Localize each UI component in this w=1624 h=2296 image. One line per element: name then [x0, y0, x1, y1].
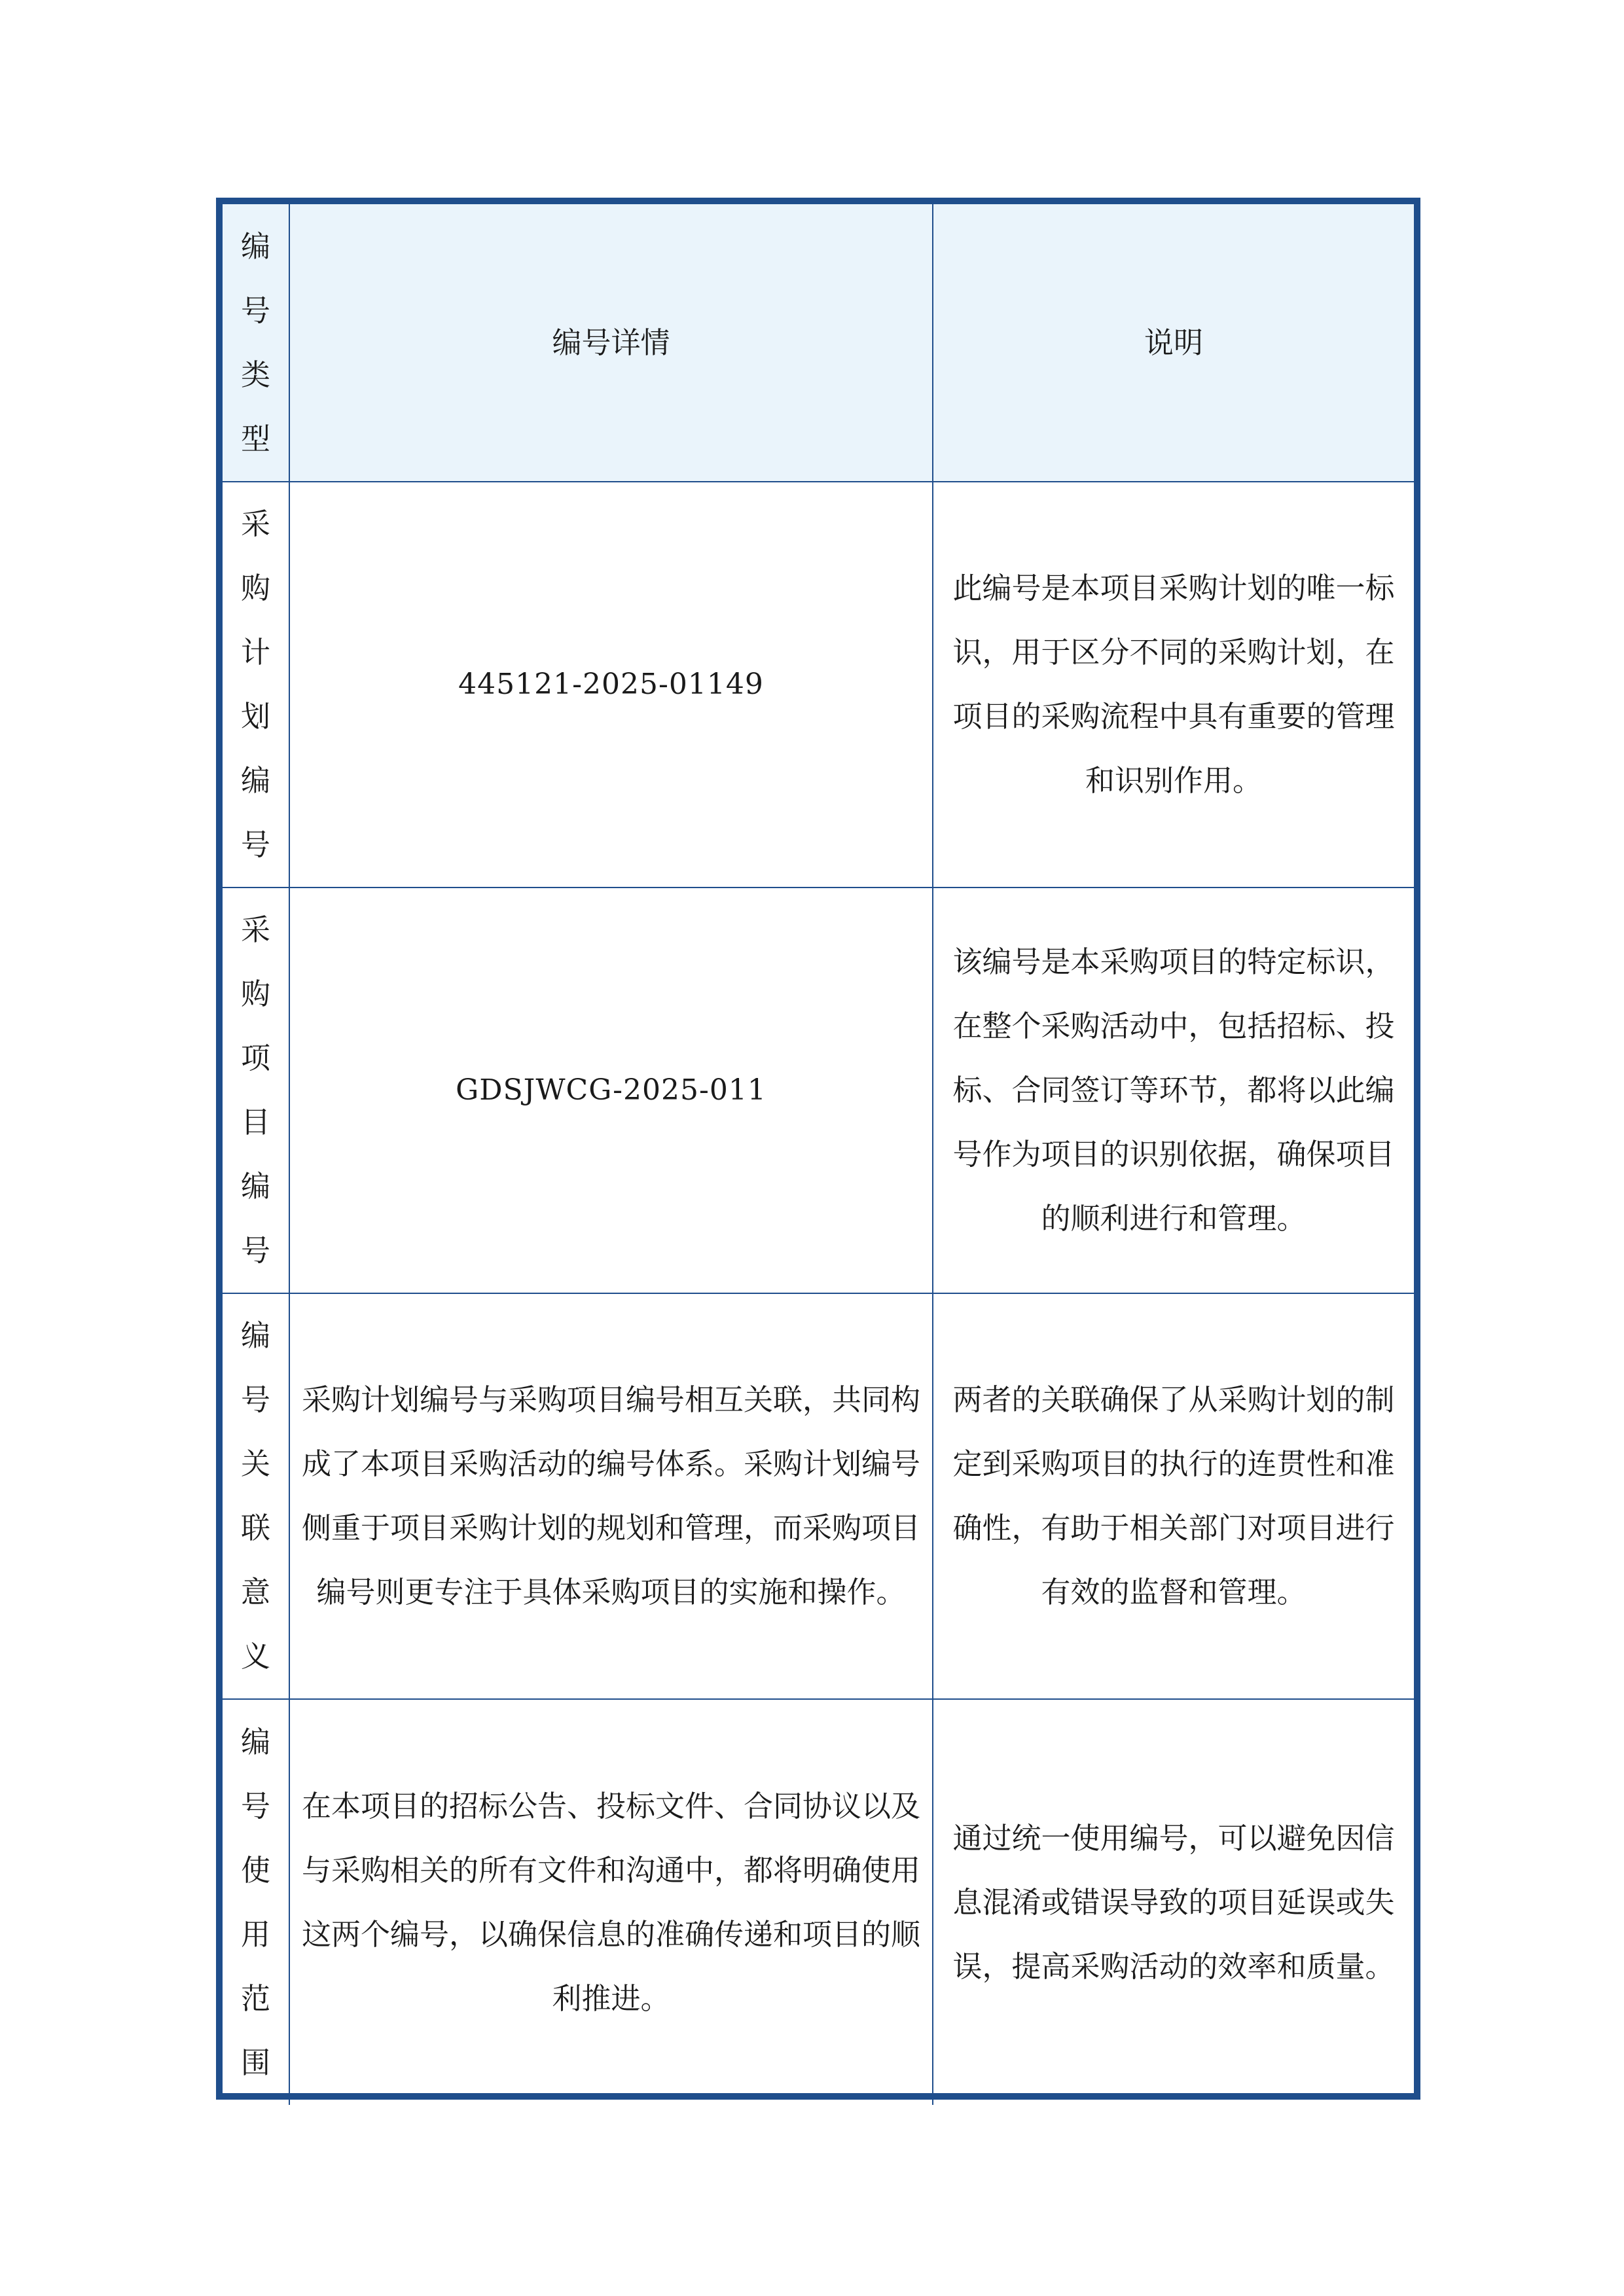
procurement-project-number: GDSJWCG-2025-011 [456, 1073, 767, 1107]
row-detail-text: 在本项目的招标公告、投标文件、合同协议以及与采购相关的所有文件和沟通中，都将明确使用这两个编号，以确保信息的准确传递和项目的顺利推进。 [301, 1788, 920, 2016]
vertical-char: 联 [240, 1511, 270, 1545]
row-description: 两者的关联确保了从采购计划的制定到采购项目的执行的连贯性和准确性，有助于相关部门对项目进行有效的监督和管理。 [952, 1382, 1395, 1609]
row-description: 通过统一使用编号，可以避免因信息混淆或错误导致的项目延误或失误，提高采购活动的效率和质量。 [952, 1820, 1395, 1984]
row-desc-cell [933, 482, 1414, 888]
vertical-char: 号 [240, 1382, 270, 1417]
vertical-char: 编 [240, 763, 270, 798]
vertical-char: 意 [240, 1575, 270, 1609]
vertical-char: 编 [240, 1318, 270, 1353]
row-detail-cell [289, 482, 933, 888]
vertical-char: 编 [240, 228, 270, 264]
vertical-char: 采 [240, 507, 270, 541]
row-detail-cell [289, 1293, 933, 1699]
row-type-label [223, 898, 289, 1283]
row-description: 该编号是本采购项目的特定标识，在整个采购活动中，包括招标、投标、合同签订等环节，都将以此编号作为项目的识别依据，确保项目的顺利进行和管理。 [952, 944, 1395, 1236]
procurement-plan-number: 445121-2025-01149 [458, 668, 764, 701]
row-type-label [223, 1710, 289, 2095]
vertical-char: 类 [240, 357, 270, 392]
vertical-char: 号 [240, 1233, 270, 1268]
header-detail-label: 编号详情 [552, 325, 670, 360]
vertical-char: 号 [240, 293, 270, 328]
numbering-table-grid [223, 204, 1414, 2105]
row-description: 此编号是本项目采购计划的唯一标识，用于区分不同的采购计划，在项目的采购流程中具有重要的管理和识别作用。 [952, 571, 1395, 798]
header-desc-cell [933, 204, 1414, 482]
row-type-cell [223, 1293, 289, 1699]
numbering-table [216, 198, 1420, 2100]
row-type-label [223, 1304, 289, 1689]
vertical-char: 号 [240, 1788, 270, 1823]
header-desc-label: 说明 [1144, 325, 1203, 360]
vertical-char: 划 [240, 699, 270, 734]
row-detail-cell [289, 888, 933, 1293]
vertical-char: 号 [240, 827, 270, 862]
header-detail-cell [289, 204, 933, 482]
vertical-char: 义 [240, 1639, 270, 1674]
vertical-char: 编 [240, 1724, 270, 1759]
table-row [223, 1699, 1414, 2105]
vertical-char: 范 [240, 1981, 270, 2016]
vertical-char: 型 [240, 421, 270, 456]
vertical-char: 目 [240, 1105, 270, 1139]
row-detail-cell [289, 1699, 933, 2105]
vertical-char: 用 [240, 1916, 270, 1952]
vertical-char: 购 [240, 977, 270, 1011]
vertical-char: 编 [240, 1169, 270, 1204]
vertical-char: 购 [240, 571, 270, 605]
row-type-label [223, 492, 289, 877]
row-detail-text: 采购计划编号与采购项目编号相互关联，共同构成了本项目采购活动的编号体系。采购计划编号侧重于项目采购计划的规划和管理，而采购项目编号则更专注于具体采购项目的实施和操作。 [301, 1382, 920, 1609]
table-row [223, 1293, 1414, 1699]
vertical-char: 计 [240, 635, 270, 670]
vertical-char: 关 [240, 1446, 270, 1481]
table-row [223, 482, 1414, 888]
row-desc-cell [933, 1293, 1414, 1699]
header-type-cell [223, 204, 289, 482]
vertical-char: 项 [240, 1041, 270, 1075]
header-type-label [223, 215, 289, 471]
row-desc-cell [933, 1699, 1414, 2105]
vertical-char: 采 [240, 912, 270, 947]
row-type-cell [223, 1699, 289, 2105]
row-desc-cell [933, 888, 1414, 1293]
row-type-cell [223, 482, 289, 888]
row-type-cell [223, 888, 289, 1293]
table-row [223, 888, 1414, 1293]
vertical-char: 围 [240, 2045, 270, 2080]
vertical-char: 使 [240, 1852, 270, 1888]
table-header-row [223, 204, 1414, 482]
